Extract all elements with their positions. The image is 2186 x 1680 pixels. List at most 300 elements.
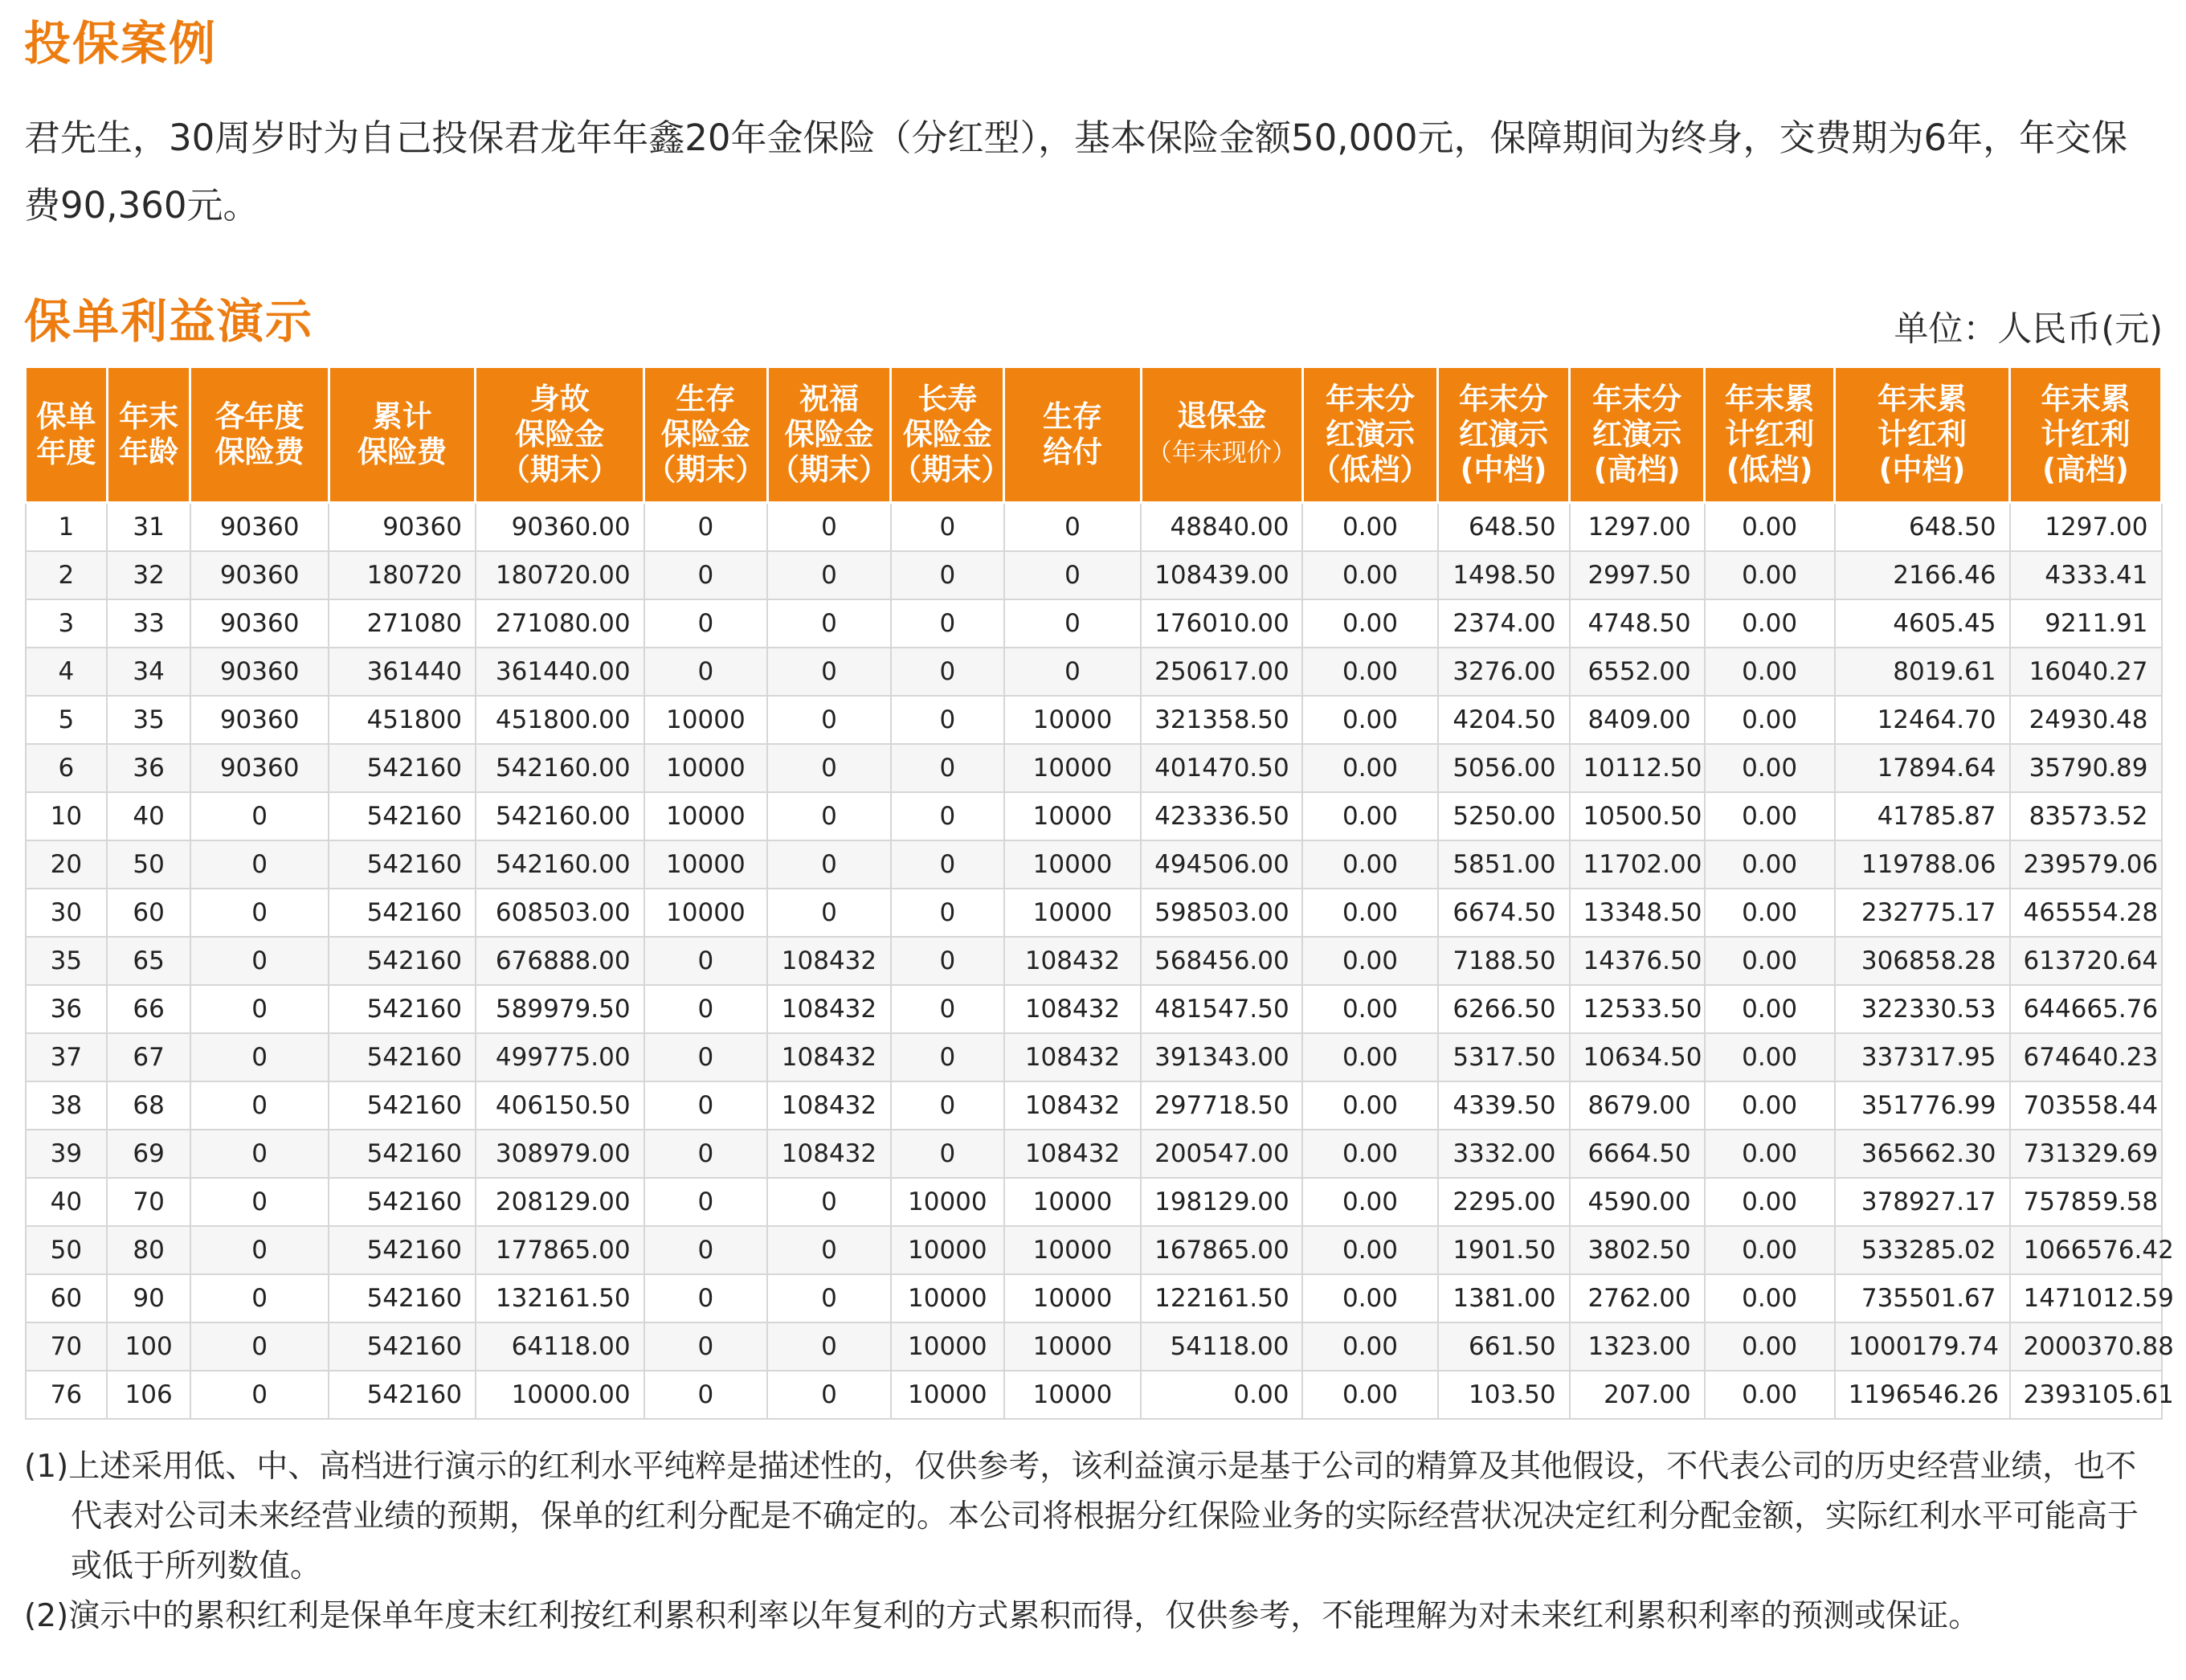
table-cell: 0.00 [1705, 1322, 1835, 1371]
footnote-2: (2)演示中的累积红利是保单年度末红利按红利累积利率以年复利的方式累积而得，仅供参考，不能理解为对未来红利累积利率的预测或保证。 [24, 1598, 1980, 1634]
table-cell: 0 [644, 1274, 768, 1322]
column-header-line: （期末） [892, 452, 1011, 487]
table-cell: 35 [26, 937, 108, 985]
column-header-10 [1302, 367, 1437, 503]
table-cell: 108432 [1004, 1130, 1141, 1178]
table-cell: 0 [190, 840, 329, 889]
table-cell: 0 [767, 1178, 891, 1226]
table-cell: 10500.50 [1570, 792, 1705, 840]
table-cell: 2393105.61 [2010, 1371, 2162, 1419]
table-cell: 8409.00 [1570, 696, 1705, 744]
table-cell: 589979.50 [476, 985, 644, 1033]
table-cell: 119788.06 [1835, 840, 2010, 889]
table-cell: 735501.67 [1835, 1274, 2010, 1322]
table-cell: 0 [190, 1130, 329, 1178]
column-header-line: 年末分 [1326, 382, 1415, 416]
table-cell: 176010.00 [1141, 599, 1302, 648]
table-cell: 0.00 [1705, 985, 1835, 1033]
table-cell: 271080 [329, 599, 476, 648]
table-cell: 0.00 [1705, 1130, 1835, 1178]
table-cell: 648.50 [1438, 503, 1570, 552]
table-cell: 0 [891, 1081, 1004, 1130]
table-cell: 0.00 [1705, 937, 1835, 985]
table-cell: 0 [767, 744, 891, 792]
table-cell: 0 [767, 889, 891, 937]
table-cell: 10000 [1004, 1371, 1141, 1419]
table-cell: 0 [644, 1322, 768, 1371]
table-cell: 0.00 [1705, 503, 1835, 552]
table-cell: 6266.50 [1438, 985, 1570, 1033]
table-cell: 11702.00 [1570, 840, 1705, 889]
table-cell: 757859.58 [2010, 1178, 2162, 1226]
column-header-line: (高档) [1593, 452, 1681, 487]
benefit-title: 保单利益演示 [24, 294, 314, 349]
table-cell: 0.00 [1705, 1178, 1835, 1226]
table-cell: 0 [891, 1130, 1004, 1178]
table-cell: 542160.00 [476, 840, 644, 889]
column-header-line: 年末分 [1592, 382, 1682, 416]
table-cell: 0.00 [1705, 551, 1835, 599]
table-cell: 108432 [1004, 1081, 1141, 1130]
table-cell: 17894.64 [1835, 744, 2010, 792]
table-cell: 451800 [329, 696, 476, 744]
table-cell: 10000 [891, 1178, 1004, 1226]
column-header-line: 给付 [1042, 435, 1102, 469]
table-cell: 0.00 [1705, 599, 1835, 648]
column-header-line: 年末 [119, 399, 179, 434]
table-cell: 3276.00 [1438, 648, 1570, 696]
table-row [26, 937, 2162, 985]
table-cell: 67 [107, 1033, 190, 1081]
table-cell: 64118.00 [476, 1322, 644, 1371]
column-header-line: 祝福 [799, 382, 859, 416]
table-cell: 5317.50 [1438, 1033, 1570, 1081]
table-cell: 41785.87 [1835, 792, 2010, 840]
table-cell: 10000 [1004, 792, 1141, 840]
table-row [26, 744, 2162, 792]
table-cell: 12464.70 [1835, 696, 2010, 744]
table-cell: 10000 [1004, 889, 1141, 937]
table-cell: 0 [891, 840, 1004, 889]
table-cell: 613720.64 [2010, 937, 2162, 985]
table-cell: 337317.95 [1835, 1033, 2010, 1081]
table-cell: 2374.00 [1438, 599, 1570, 648]
column-header-line: 各年度 [215, 399, 304, 434]
table-cell: 608503.00 [476, 889, 644, 937]
table-cell: 35790.89 [2010, 744, 2162, 792]
table-row [26, 696, 2162, 744]
column-header-line: 保险金 [515, 417, 605, 452]
table-cell: 0 [891, 648, 1004, 696]
table-cell: 0 [767, 1371, 891, 1419]
table-cell: 9211.91 [2010, 599, 2162, 648]
table-cell: 0.00 [1302, 985, 1437, 1033]
column-header-line: （期末） [646, 452, 766, 487]
table-cell: 208129.00 [476, 1178, 644, 1226]
table-row [26, 1226, 2162, 1274]
table-cell: 676888.00 [476, 937, 644, 985]
table-cell: 108432 [767, 1130, 891, 1178]
table-cell: 1381.00 [1438, 1274, 1570, 1322]
table-cell: 0 [190, 889, 329, 937]
table-cell: 0 [1004, 551, 1141, 599]
table-cell: 0 [190, 1322, 329, 1371]
case-description: 君先生，30周岁时为自己投保君龙年年鑫20年金保险（分红型），基本保险金额50,000元，保障期间为终身，交费期为6年，年交保费90,360元。 [24, 116, 2128, 227]
table-cell: 20 [26, 840, 108, 889]
table-cell: 4748.50 [1570, 599, 1705, 648]
table-cell: 24930.48 [2010, 696, 2162, 744]
table-cell: 0.00 [1302, 1130, 1437, 1178]
table-cell: 38 [26, 1081, 108, 1130]
table-cell: 0.00 [1302, 551, 1437, 599]
table-cell: 32 [107, 551, 190, 599]
table-cell: 90360 [329, 503, 476, 552]
table-cell: 90360 [190, 696, 329, 744]
table-cell: 177865.00 [476, 1226, 644, 1274]
table-cell: 3802.50 [1570, 1226, 1705, 1274]
table-cell: 12533.50 [1570, 985, 1705, 1033]
table-cell: 1066576.42 [2010, 1226, 2162, 1274]
table-cell: 10000 [1004, 1178, 1141, 1226]
column-header-13 [1705, 367, 1835, 503]
table-cell: 0.00 [1705, 744, 1835, 792]
table-row [26, 1130, 2162, 1178]
table-cell: 10000 [644, 744, 768, 792]
table-cell: 4339.50 [1438, 1081, 1570, 1130]
table-cell: 106 [107, 1371, 190, 1419]
table-cell: 54118.00 [1141, 1322, 1302, 1371]
table-cell: 4333.41 [2010, 551, 2162, 599]
table-row [26, 792, 2162, 840]
column-header-line: 红演示 [1326, 417, 1415, 452]
table-cell: 36 [107, 744, 190, 792]
table-cell: 3332.00 [1438, 1130, 1570, 1178]
table-cell: 180720.00 [476, 551, 644, 599]
table-row [26, 985, 2162, 1033]
column-header-line: 保险金 [784, 417, 874, 452]
table-cell: 8679.00 [1570, 1081, 1705, 1130]
table-cell: 0 [767, 648, 891, 696]
table-cell: 0 [644, 937, 768, 985]
table-cell: 451800.00 [476, 696, 644, 744]
table-cell: 0.00 [1302, 1274, 1437, 1322]
table-cell: 0.00 [1705, 1081, 1835, 1130]
table-cell: 39 [26, 1130, 108, 1178]
table-cell: 0.00 [1705, 696, 1835, 744]
table-cell: 0 [190, 1274, 329, 1322]
table-cell: 542160 [329, 1178, 476, 1226]
table-cell: 0.00 [1705, 1033, 1835, 1081]
table-cell: 10000 [891, 1226, 1004, 1274]
column-header-line: 保单 [36, 399, 96, 434]
column-header-0 [26, 367, 108, 503]
table-cell: 499775.00 [476, 1033, 644, 1081]
table-cell: 6674.50 [1438, 889, 1570, 937]
table-cell: 90360 [190, 648, 329, 696]
table-cell: 378927.17 [1835, 1178, 2010, 1226]
table-cell: 13348.50 [1570, 889, 1705, 937]
column-header-4 [476, 367, 644, 503]
table-cell: 0 [767, 599, 891, 648]
table-cell: 533285.02 [1835, 1226, 2010, 1274]
table-cell: 308979.00 [476, 1130, 644, 1178]
table-cell: 542160 [329, 889, 476, 937]
table-cell: 90360.00 [476, 503, 644, 552]
column-header-line: 年度 [36, 435, 96, 469]
table-cell: 494506.00 [1141, 840, 1302, 889]
table-cell: 0 [190, 1226, 329, 1274]
table-cell: 50 [107, 840, 190, 889]
table-cell: 36 [26, 985, 108, 1033]
column-header-line: (低档) [1726, 452, 1813, 487]
column-header-line: (中档) [1878, 452, 1966, 487]
table-cell: 4204.50 [1438, 696, 1570, 744]
column-header-5 [644, 367, 768, 503]
table-cell: 10000 [891, 1274, 1004, 1322]
table-cell: 0 [190, 1033, 329, 1081]
table-cell: 1196546.26 [1835, 1371, 2010, 1419]
table-cell: 108432 [1004, 1033, 1141, 1081]
table-cell: 8019.61 [1835, 648, 2010, 696]
column-header-7 [891, 367, 1011, 503]
table-cell: 198129.00 [1141, 1178, 1302, 1226]
table-cell: 4590.00 [1570, 1178, 1705, 1226]
table-row [26, 840, 2162, 889]
table-cell: 132161.50 [476, 1274, 644, 1322]
benefit-table [24, 366, 2174, 1420]
table-cell: 40 [26, 1178, 108, 1226]
column-header-6 [767, 367, 891, 503]
column-header-14 [1835, 367, 2010, 503]
table-cell: 0 [644, 1371, 768, 1419]
table-cell: 0 [190, 792, 329, 840]
column-header-line: 红演示 [1459, 417, 1549, 452]
table-cell: 83573.52 [2010, 792, 2162, 840]
table-cell: 200547.00 [1141, 1130, 1302, 1178]
table-cell: 108432 [1004, 985, 1141, 1033]
column-header-line: 保险金 [902, 417, 992, 452]
table-cell: 1000179.74 [1835, 1322, 2010, 1371]
table-cell: 2997.50 [1570, 551, 1705, 599]
column-header-15 [2010, 367, 2162, 503]
column-header-line: 红演示 [1592, 417, 1682, 452]
table-cell: 401470.50 [1141, 744, 1302, 792]
table-cell: 0 [767, 1322, 891, 1371]
table-cell: 465554.28 [2010, 889, 2162, 937]
table-cell: 10000 [1004, 1322, 1141, 1371]
column-header-line: 保险金 [660, 417, 750, 452]
table-cell: 0 [891, 937, 1004, 985]
table-cell: 1498.50 [1438, 551, 1570, 599]
table-cell: 322330.53 [1835, 985, 2010, 1033]
table-cell: 542160 [329, 744, 476, 792]
table-cell: 1297.00 [1570, 503, 1705, 552]
table-row [26, 503, 2162, 552]
table-cell: 30 [26, 889, 108, 937]
table-cell: 66 [107, 985, 190, 1033]
table-cell: 361440 [329, 648, 476, 696]
table-cell: 674640.23 [2010, 1033, 2162, 1081]
table-cell: 10000 [891, 1371, 1004, 1419]
table-cell: 16040.27 [2010, 648, 2162, 696]
column-header-line: 计红利 [2041, 417, 2131, 452]
table-cell: 1471012.59 [2010, 1274, 2162, 1322]
table-cell: 0 [190, 1371, 329, 1419]
table-cell: 0.00 [1302, 1033, 1437, 1081]
table-cell: 90 [107, 1274, 190, 1322]
table-cell: 0 [644, 1081, 768, 1130]
table-cell: 0 [644, 1130, 768, 1178]
table-cell: 31 [107, 503, 190, 552]
table-cell: 5 [26, 696, 108, 744]
table-cell: 37 [26, 1033, 108, 1081]
table-cell: 306858.28 [1835, 937, 2010, 985]
table-cell: 10000 [644, 696, 768, 744]
column-header-line: 累计 [372, 399, 432, 434]
table-cell: 250617.00 [1141, 648, 1302, 696]
table-cell: 0 [891, 889, 1004, 937]
table-cell: 0 [190, 1178, 329, 1226]
table-cell: 1297.00 [2010, 503, 2162, 552]
column-header-3 [329, 367, 476, 503]
table-cell: 542160 [329, 1130, 476, 1178]
table-cell: 361440.00 [476, 648, 644, 696]
table-cell: 1901.50 [1438, 1226, 1570, 1274]
table-cell: 1 [26, 503, 108, 552]
column-header-line: 保险费 [215, 435, 304, 469]
table-cell: 0 [891, 551, 1004, 599]
column-header-line: （期末） [769, 452, 889, 487]
table-cell: 297718.50 [1141, 1081, 1302, 1130]
column-header-line: 生存 [1042, 399, 1102, 434]
column-header-12 [1570, 367, 1705, 503]
table-cell: 542160 [329, 840, 476, 889]
table-cell: 108432 [1004, 937, 1141, 985]
column-header-line: (中档) [1460, 452, 1547, 487]
table-cell: 0.00 [1302, 840, 1437, 889]
column-header-line: 计红利 [1878, 417, 1967, 452]
table-row [26, 1178, 2162, 1226]
table-cell: 542160 [329, 1371, 476, 1419]
table-cell: 542160 [329, 1033, 476, 1081]
table-cell: 0.00 [1302, 1178, 1437, 1226]
table-cell: 100 [107, 1322, 190, 1371]
table-cell: 542160 [329, 985, 476, 1033]
column-header-2 [190, 367, 329, 503]
table-cell: 542160 [329, 1226, 476, 1274]
column-header-line: 退保金 [1177, 399, 1267, 433]
table-cell: 0.00 [1141, 1371, 1302, 1419]
table-cell: 0.00 [1302, 937, 1437, 985]
table-cell: 10000.00 [476, 1371, 644, 1419]
table-cell: 0 [891, 1033, 1004, 1081]
table-cell: 7188.50 [1438, 937, 1570, 985]
table-cell: 108432 [767, 1033, 891, 1081]
table-cell: 542160 [329, 1322, 476, 1371]
table-cell: 10112.50 [1570, 744, 1705, 792]
table-cell: 70 [107, 1178, 190, 1226]
column-header-1 [107, 367, 190, 503]
table-cell: 108432 [767, 985, 891, 1033]
table-cell: 90360 [190, 503, 329, 552]
table-cell: 3 [26, 599, 108, 648]
table-cell: 0 [644, 599, 768, 648]
table-cell: 4 [26, 648, 108, 696]
table-cell: 0 [767, 1226, 891, 1274]
table-cell: 0.00 [1705, 840, 1835, 889]
table-cell: 0 [891, 696, 1004, 744]
table-cell: 0 [767, 696, 891, 744]
table-cell: 0.00 [1705, 1371, 1835, 1419]
table-cell: 542160 [329, 1274, 476, 1322]
table-cell: 108432 [767, 937, 891, 985]
column-header-line: 身故 [529, 382, 590, 416]
table-cell: 60 [107, 889, 190, 937]
table-cell: 0.00 [1705, 648, 1835, 696]
table-cell: 2 [26, 551, 108, 599]
table-cell: 65 [107, 937, 190, 985]
column-header-line: (高档) [2042, 452, 2129, 487]
table-cell: 321358.50 [1141, 696, 1302, 744]
table-cell: 568456.00 [1141, 937, 1302, 985]
table-cell: 0.00 [1705, 792, 1835, 840]
table-cell: 10634.50 [1570, 1033, 1705, 1081]
table-cell: 0 [767, 503, 891, 552]
table-cell: 108439.00 [1141, 551, 1302, 599]
table-cell: 0 [1004, 503, 1141, 552]
table-cell: 90360 [190, 744, 329, 792]
table-cell: 60 [26, 1274, 108, 1322]
currency-unit: 单位：人民币(元) [1894, 309, 2163, 349]
table-cell: 0.00 [1302, 1322, 1437, 1371]
table-cell: 10 [26, 792, 108, 840]
table-cell: 0.00 [1302, 744, 1437, 792]
table-cell: 34 [107, 648, 190, 696]
table-row [26, 648, 2162, 696]
table-cell: 2295.00 [1438, 1178, 1570, 1226]
table-cell: 542160.00 [476, 792, 644, 840]
table-cell: 703558.44 [2010, 1081, 2162, 1130]
table-cell: 232775.17 [1835, 889, 2010, 937]
table-cell: 0 [891, 985, 1004, 1033]
table-cell: 481547.50 [1141, 985, 1302, 1033]
table-cell: 0 [1004, 648, 1141, 696]
table-cell: 0.00 [1302, 1081, 1437, 1130]
column-header-line: 长寿 [917, 382, 978, 416]
column-header-line: 生存 [676, 382, 736, 416]
table-cell: 10000 [1004, 744, 1141, 792]
table-cell: 0 [891, 503, 1004, 552]
table-cell: 0 [767, 551, 891, 599]
table-cell: 406150.50 [476, 1081, 644, 1130]
table-cell: 69 [107, 1130, 190, 1178]
table-cell: 0 [190, 985, 329, 1033]
table-cell: 0 [644, 551, 768, 599]
table-cell: 76 [26, 1371, 108, 1419]
table-cell: 6 [26, 744, 108, 792]
table-cell: 0 [891, 744, 1004, 792]
footnote-1: (1)上述采用低、中、高档进行演示的红利水平纯粹是描述性的，仅供参考，该利益演示是基于公司的精算及其他假设，不代表公司的历史经营业绩，也不代表对公司未来经营业绩的预期，保单的红利分配是不确定的。本公司将根据分红保险业务的实际经营状况决定红利分配金额，实际红利水平可能高于或低于所列数值。 [24, 1449, 2139, 1584]
table-cell: 10000 [1004, 1274, 1141, 1322]
column-header-8 [1004, 367, 1141, 503]
table-cell: 103.50 [1438, 1371, 1570, 1419]
table-cell: 90360 [190, 599, 329, 648]
table-cell: 0 [644, 503, 768, 552]
table-cell: 0 [644, 985, 768, 1033]
table-cell: 40 [107, 792, 190, 840]
table-cell: 14376.50 [1570, 937, 1705, 985]
table-cell: 598503.00 [1141, 889, 1302, 937]
